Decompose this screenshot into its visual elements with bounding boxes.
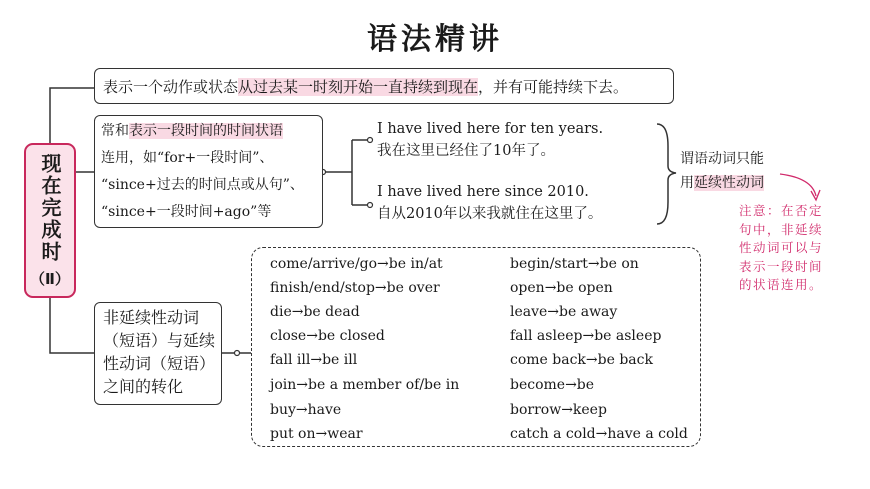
conversion-label-line: 非延续性动词 bbox=[103, 308, 200, 327]
pair-left-2: finish/end/stop→be over bbox=[270, 280, 440, 296]
example-1-zh: 我在这里已经住了10年了。 bbox=[377, 143, 555, 159]
attention-line: 表示一段时间 bbox=[739, 258, 824, 274]
pair-right-1: begin/start→be on bbox=[510, 256, 639, 272]
pair-left-5: fall ill→be ill bbox=[270, 352, 358, 368]
conversion-label-line: 之间的转化 bbox=[103, 377, 184, 396]
right-brace bbox=[657, 124, 676, 224]
usage-line-1: 常和表示一段时间的时间状语 bbox=[101, 123, 283, 139]
pair-right-6: become→be bbox=[510, 377, 595, 393]
usage-line-4: “since+一段时间+ago”等 bbox=[101, 204, 272, 220]
pair-right-2: open→be open bbox=[510, 280, 613, 296]
root-topic-box bbox=[24, 143, 76, 298]
conversion-box bbox=[94, 302, 222, 405]
pair-right-5: come back→be back bbox=[510, 352, 653, 368]
pair-left-6: join→be a member of/be in bbox=[270, 377, 460, 393]
connector-conversion bbox=[50, 298, 94, 353]
attention-line: 的状语连用。 bbox=[739, 277, 824, 292]
page-title: 语法精讲 bbox=[367, 22, 503, 57]
definition-text-end: ，并有可能持续下去。 bbox=[478, 78, 629, 96]
example-2-zh: 自从2010年以来我就住在这里了。 bbox=[377, 206, 603, 222]
note-arrow bbox=[780, 174, 816, 196]
root-topic-numeral: （Ⅱ） bbox=[30, 269, 70, 288]
pair-right-8: catch a cold→have a cold bbox=[510, 426, 688, 442]
conversion-label-line: 性动词（短语） bbox=[103, 354, 216, 373]
usage-highlight: 表示一段时间的时间状语 bbox=[129, 123, 283, 139]
pair-right-7: borrow→keep bbox=[510, 402, 607, 418]
example-1 bbox=[377, 118, 603, 162]
verb-note-line-1: 谓语动词只能 bbox=[680, 151, 764, 167]
verb-note-highlight: 延续性动词 bbox=[694, 175, 764, 191]
definition-text: 表示一个动作或状态 bbox=[103, 78, 239, 96]
conversion-label-line: （短语）与延续 bbox=[103, 331, 216, 350]
attention-line: 注意：在否定 bbox=[739, 203, 824, 218]
verb-note-line-2: 用延续性动词 bbox=[680, 175, 764, 191]
pair-left-7: buy→have bbox=[270, 402, 342, 418]
attention-line: 句中，非延续 bbox=[739, 221, 824, 237]
usage-line-2: 连用，如“for+一段时间”、 bbox=[101, 150, 274, 166]
verb-note bbox=[680, 147, 764, 195]
pair-right-3: leave→be away bbox=[510, 304, 618, 320]
pair-left-3: die→be dead bbox=[270, 304, 360, 320]
usage-line-3: “since+过去的时间点或从句”、 bbox=[101, 177, 304, 193]
pair-left-8: put on→wear bbox=[270, 426, 363, 442]
root-topic-label: 现在完成时 bbox=[38, 152, 62, 263]
pair-right-4: fall asleep→be asleep bbox=[510, 328, 662, 344]
example-2-en: I have lived here since 2010. bbox=[377, 184, 589, 200]
example-2 bbox=[377, 181, 602, 225]
definition-box bbox=[94, 68, 674, 104]
attention-line: 性动词可以与 bbox=[739, 240, 824, 255]
pair-left-1: come/arrive/go→be in/at bbox=[270, 256, 443, 272]
attention-note bbox=[739, 202, 823, 295]
pair-left-4: close→be closed bbox=[270, 328, 385, 344]
definition-highlight: 从过去某一时刻开始一直持续到现在 bbox=[238, 78, 479, 96]
usage-box bbox=[94, 115, 323, 228]
connector-definition bbox=[50, 88, 94, 143]
example-1-en: I have lived here for ten years. bbox=[377, 121, 604, 137]
